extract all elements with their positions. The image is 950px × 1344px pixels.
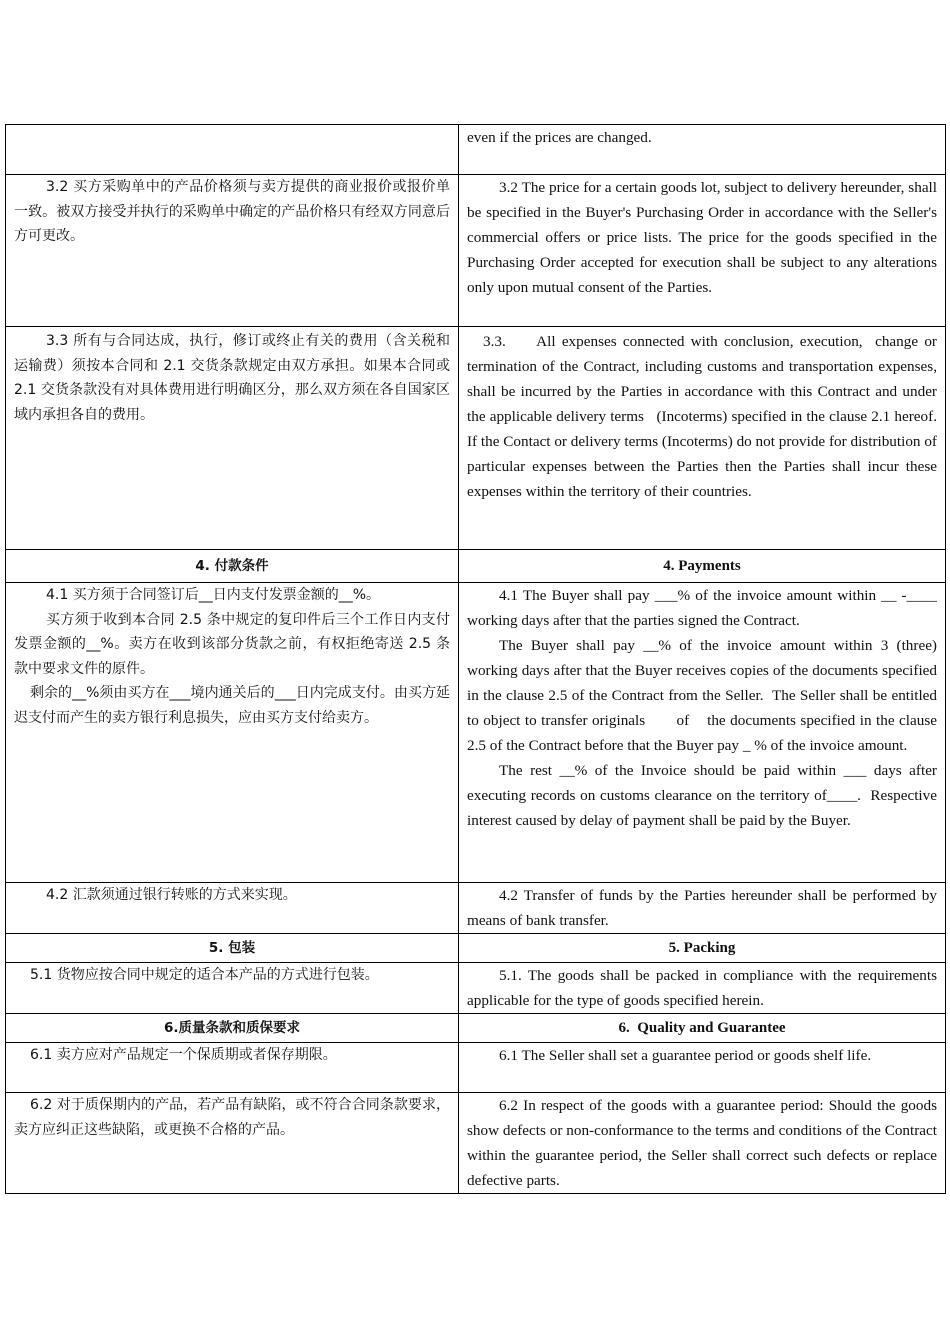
clause-3-2-zh bbox=[6, 175, 459, 327]
section-header-row bbox=[6, 934, 946, 963]
section-5-title-zh: 5. 包装 bbox=[6, 934, 459, 963]
bilingual-contract-table bbox=[5, 124, 946, 1194]
clause-4-2-zh bbox=[6, 883, 459, 934]
clause-text: 4.2 汇款须通过银行转账的方式来实现。 bbox=[46, 887, 297, 903]
table-row bbox=[6, 1093, 946, 1194]
section-6-title-zh: 6.质量条款和质保要求 bbox=[6, 1014, 459, 1043]
clause-text: 6.1 卖方应对产品规定一个保质期或者保存期限。 bbox=[30, 1047, 337, 1063]
clause-paragraph: The rest __% of the Invoice should be paid within ___ days after executing records on customs clearance on the territory of____. Respective interest caused by delay of payment shall be paid by the Buyer. bbox=[467, 762, 941, 829]
clause-6-2-zh bbox=[6, 1093, 459, 1194]
clause-4-2-en bbox=[459, 883, 946, 934]
clause-text: 5.1 货物应按合同中规定的适合本产品的方式进行包装。 bbox=[30, 967, 379, 983]
clause-paragraph: The Buyer shall pay __% of the invoice amount within 3 (three) working days after that the Buyer receives copies of the documents specified in the clause 2.5 of the Contract from the Seller. The Seller shall be entitled to object to transfer originals of the documents specified in the clause 2.5 of the Contract before that the Buyer pay _ % of the invoice amount. bbox=[467, 637, 941, 754]
clause-5-1-en bbox=[459, 963, 946, 1014]
section-4-title-en: 4. Payments bbox=[459, 550, 946, 583]
clause-text: 6.2 In respect of the goods with a guarantee period: Should the goods show defects or non-conformance to the terms and conditions of the Contract within the guarantee period, the Seller shall correct such defects or replace defective parts. bbox=[467, 1097, 937, 1189]
clause-paragraph: 4.1 The Buyer shall pay ___% of the invoice amount within __ -____ working days after that the parties signed the Contract. bbox=[467, 587, 937, 629]
table-row bbox=[6, 327, 946, 550]
clause-3-3-zh bbox=[6, 327, 459, 550]
clause-paragraph: 买方须于收到本合同 2.5 条中规定的复印件后三个工作日内支付发票金额的__%。卖方在收到该部分货款之前，有权拒绝寄送 2.5 条款中要求文件的原件。 bbox=[14, 611, 450, 677]
continuation-zh-cell bbox=[6, 125, 459, 175]
clause-text: 6.2 对于质保期内的产品，若产品有缺陷，或不符合合同条款要求，卖方应纠正这些缺陷，或更换不合格的产品。 bbox=[14, 1097, 450, 1138]
clause-text: 6.1 The Seller shall set a guarantee period or goods shelf life. bbox=[499, 1047, 872, 1064]
continuation-en-cell: even if the prices are changed. bbox=[459, 125, 946, 175]
table-row bbox=[6, 583, 946, 883]
clause-6-2-en bbox=[459, 1093, 946, 1194]
clause-text: 5.1. The goods shall be packed in compliance with the requirements applicable for the type of goods specified herein. bbox=[467, 967, 937, 1009]
clause-5-1-zh bbox=[6, 963, 459, 1014]
clause-text: 3.2 The price for a certain goods lot, subject to delivery hereunder, shall be specified in the Buyer's Purchasing Order in accordance with the Seller's commercial offers or price lists. The price for the goods specified in the Purchasing Order accepted for execution shall be subject to any alterations only upon mutual consent of the Parties. bbox=[467, 179, 937, 296]
clause-text: 3.3. All expenses connected with conclusion, execution, change or termination of the Contract, including customs and transportation expenses, shall be incurred by the Parties in accordance with this Contract and under the applicable delivery terms (Incoterms) specified in the clause 2.1 hereof. If the Contact or delivery terms (Incoterms) do not provide for distribution of particular expenses between the Parties then the Parties shall incur these expenses within the territory of their countries. bbox=[467, 333, 945, 500]
section-6-title-en: 6. Quality and Guarantee bbox=[459, 1014, 946, 1043]
clause-3-2-en bbox=[459, 175, 946, 327]
clause-paragraph: 4.1 买方须于合同签订后__日内支付发票金额的__%。 bbox=[46, 587, 381, 603]
clause-paragraph: 剩余的__%须由买方在___境内通关后的___日内完成支付。由买方延迟支付而产生的卖方银行利息损失，应由买方支付给卖方。 bbox=[14, 685, 450, 726]
section-header-row bbox=[6, 1014, 946, 1043]
table-row bbox=[6, 883, 946, 934]
clause-6-1-zh bbox=[6, 1043, 459, 1093]
clause-4-1-zh bbox=[6, 583, 459, 883]
table-row bbox=[6, 125, 946, 175]
clause-3-3-en bbox=[459, 327, 946, 550]
clause-text: 3.2 买方采购单中的产品价格须与卖方提供的商业报价或报价单一致。被双方接受并执行的采购单中确定的产品价格只有经双方同意后方可更改。 bbox=[14, 179, 450, 245]
table-row bbox=[6, 1043, 946, 1093]
clause-text: 3.3 所有与合同达成，执行，修订或终止有关的费用（含关税和运输费）须按本合同和 2.1 交货条款规定由双方承担。如果本合同或 2.1 交货条款没有对具体费用进行明确区分，那么双方须在各自国家区域内承担各自的费用。 bbox=[14, 333, 450, 423]
clause-6-1-en bbox=[459, 1043, 946, 1093]
section-4-title-zh: 4. 付款条件 bbox=[6, 550, 459, 583]
table-row bbox=[6, 175, 946, 327]
clause-text: 4.2 Transfer of funds by the Parties hereunder shall be performed by means of bank transfer. bbox=[467, 887, 937, 929]
section-5-title-en: 5. Packing bbox=[459, 934, 946, 963]
table-row bbox=[6, 963, 946, 1014]
section-header-row bbox=[6, 550, 946, 583]
clause-4-1-en bbox=[459, 583, 946, 883]
